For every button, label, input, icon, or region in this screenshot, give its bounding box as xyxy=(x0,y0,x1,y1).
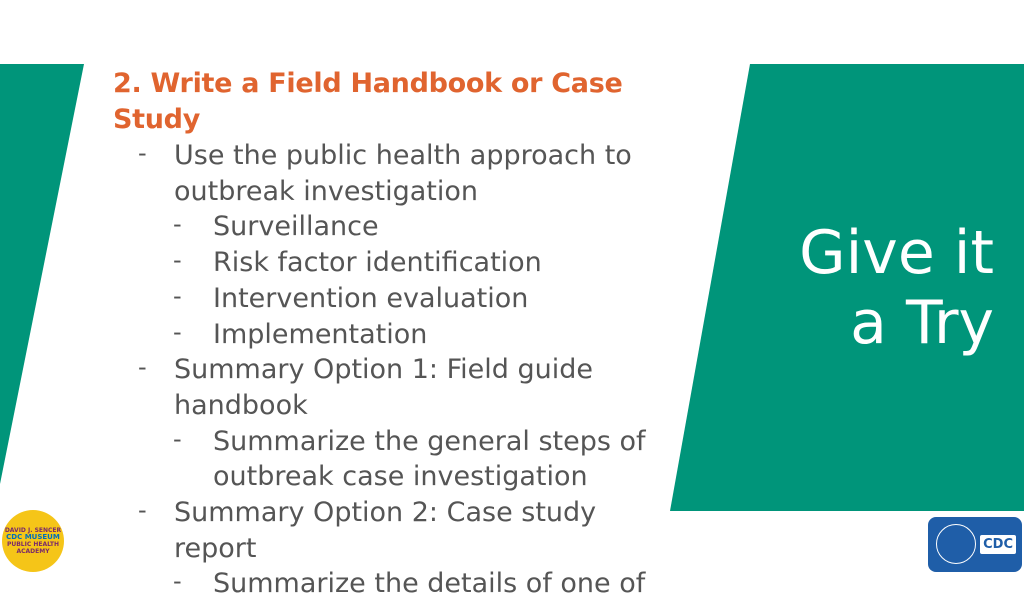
bullet-dash-icon: - xyxy=(173,210,182,239)
bullet-item xyxy=(113,245,713,281)
bullet-item xyxy=(113,388,713,424)
bullet-text: Summarize the details of one of xyxy=(213,568,646,600)
bullet-text: report xyxy=(174,532,257,564)
bullet-dash-icon: - xyxy=(173,246,182,275)
cdc-logo xyxy=(928,517,1022,572)
bullet-list xyxy=(113,138,713,602)
bullet-dash-icon: - xyxy=(173,317,182,346)
bullet-text: Intervention evaluation xyxy=(213,282,529,314)
bullet-text: handbook xyxy=(174,389,308,421)
bullet-dash-icon: - xyxy=(138,139,147,167)
bullet-text: Implementation xyxy=(213,318,428,350)
slide-heading: 2. Write a Field Handbook or Case Study xyxy=(113,68,623,135)
bullet-text: outbreak investigation xyxy=(174,175,479,207)
side-title xyxy=(734,218,994,358)
side-title-line-2: a Try xyxy=(850,288,994,358)
bullet-item xyxy=(113,138,713,174)
bullet-dash-icon: - xyxy=(173,567,182,596)
bullet-item xyxy=(113,317,713,353)
cdc-museum-logo xyxy=(2,510,64,572)
bullet-text: Summary Option 2: Case study xyxy=(174,497,597,529)
bullet-item xyxy=(113,566,713,602)
bullet-item xyxy=(113,174,713,210)
bullet-dash-icon: - xyxy=(173,424,182,453)
museum-logo-line-1: DAVID J. SENCER xyxy=(4,527,62,534)
bullet-item xyxy=(113,424,713,460)
slide-content xyxy=(113,66,713,602)
cdc-logo-text: CDC xyxy=(980,535,1016,554)
left-accent-shape xyxy=(0,64,84,484)
bullet-item xyxy=(113,495,713,531)
hhs-seal-icon xyxy=(936,524,976,564)
bullet-dash-icon: - xyxy=(173,281,182,310)
bullet-item xyxy=(113,352,713,388)
side-title-line-1: Give it xyxy=(799,218,994,288)
museum-logo-line-3: PUBLIC HEALTH ACADEMY xyxy=(6,541,60,555)
bullet-text: Risk factor identification xyxy=(213,247,542,279)
bullet-text: outbreak case investigation xyxy=(213,461,588,493)
bullet-dash-icon: - xyxy=(138,353,147,382)
bullet-text: Surveillance xyxy=(213,211,379,243)
bullet-item xyxy=(113,281,713,317)
bullet-item xyxy=(113,459,713,495)
bullet-item xyxy=(113,209,713,245)
bullet-text: Summary Option 1: Field guide xyxy=(174,354,594,386)
museum-logo-line-2: CDC MUSEUM xyxy=(6,533,60,541)
bullet-dash-icon: - xyxy=(138,496,147,525)
bullet-text: Summarize the general steps of xyxy=(213,425,646,457)
bullet-text: Use the public health approach to xyxy=(174,140,632,171)
bullet-item xyxy=(113,531,713,567)
